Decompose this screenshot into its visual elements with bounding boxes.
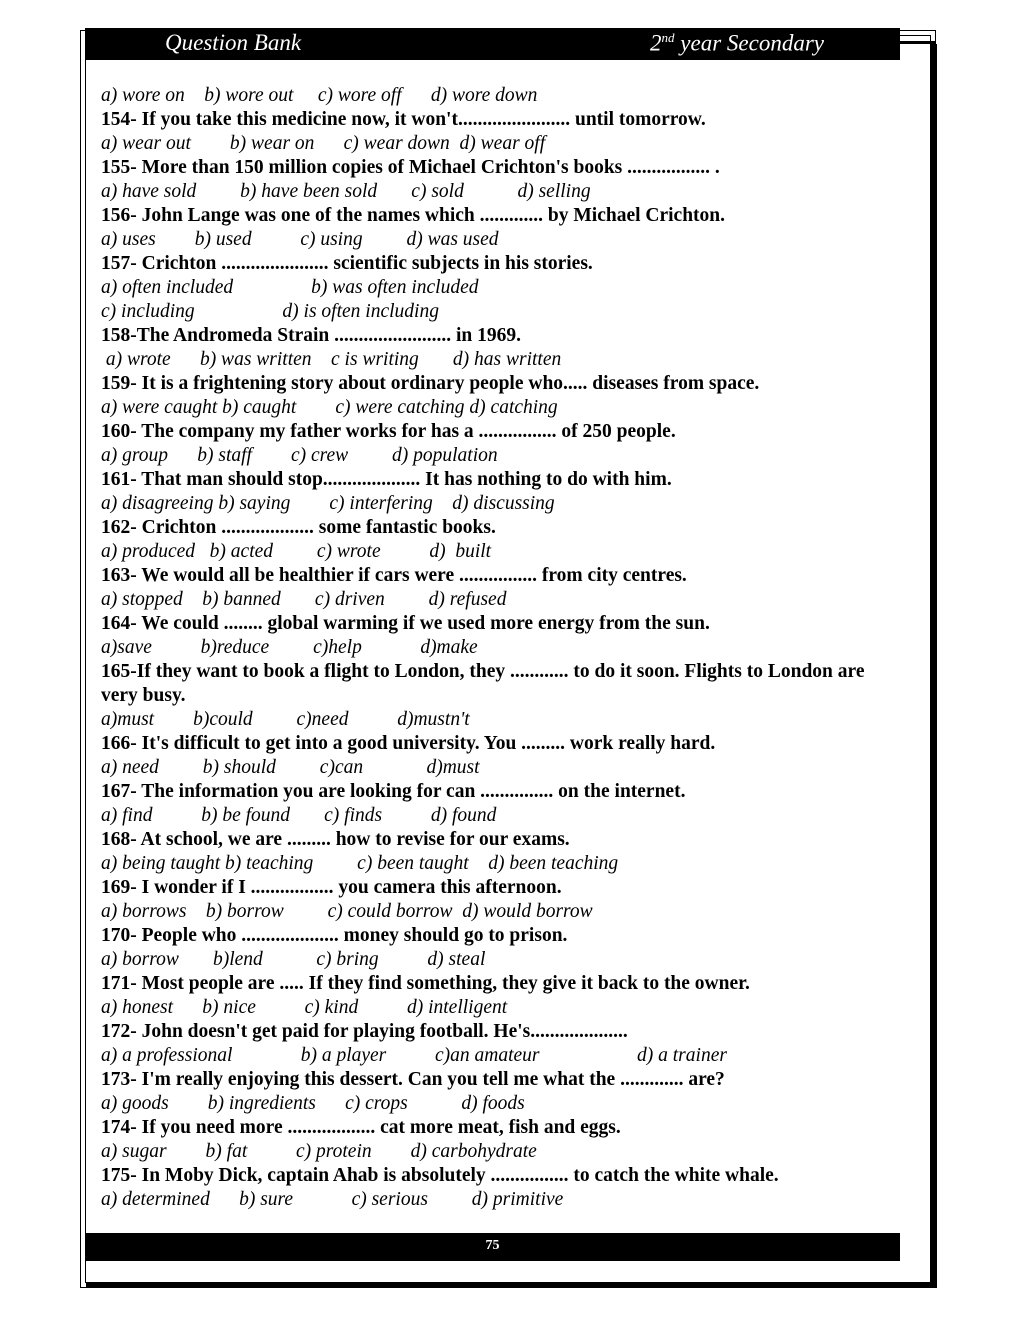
answer-options: a) wore on b) wore out c) wore off d) wore down (101, 85, 538, 106)
frame-right-shadow (931, 44, 937, 1288)
answer-options: a) need b) should c)can d)must (101, 757, 480, 778)
question-text: 169- I wonder if I ................. you camera this afternoon. (101, 877, 562, 898)
header-grade-text: year Secondary (674, 30, 824, 56)
answer-options: a) uses b) used c) using d) was used (101, 229, 499, 250)
question-text: 168- At school, we are ......... how to revise for our exams. (101, 829, 570, 850)
answer-options: a)must b)could c)need d)mustn't (101, 709, 470, 730)
question-text: 171- Most people are ..... If they find something, they give it back to the owner. (101, 973, 750, 994)
question-text: 160- The company my father works for has a ................ of 250 people. (101, 421, 676, 442)
question-text: 174- If you need more .................. cat more meat, fish and eggs. (101, 1117, 621, 1138)
answer-options: a) goods b) ingredients c) crops d) foods (101, 1093, 525, 1114)
answer-options: a) find b) be found c) finds d) found (101, 805, 497, 826)
answer-options: a) often included b) was often included (101, 277, 479, 298)
question-text: 166- It's difficult to get into a good university. You ......... work really hard. (101, 733, 716, 754)
footer-bar (85, 1233, 900, 1261)
header-bar (85, 28, 900, 60)
question-text: 175- In Moby Dick, captain Ahab is absolutely ................ to catch the white whale. (101, 1165, 779, 1186)
question-text: 165-If they want to book a flight to London, they ............ to do it soon. Flights to London are very busy. (101, 661, 865, 706)
question-list (101, 84, 881, 1212)
question-text: 167- The information you are looking for can ............... on the internet. (101, 781, 686, 802)
header-rule-extension (898, 41, 936, 44)
answer-options: a) borrows b) borrow c) could borrow d) would borrow (101, 901, 593, 922)
answer-options: a) being taught b) teaching c) been taught d) been teaching (101, 853, 619, 874)
header-grade (650, 30, 824, 57)
question-text: 172- John doesn't get paid for playing football. He's.................... (101, 1021, 628, 1042)
answer-options: c) including d) is often including (101, 301, 439, 322)
answer-options: a) disagreeing b) saying c) interfering d) discussing (101, 493, 555, 514)
question-text: 163- We would all be healthier if cars were ................ from city centres. (101, 565, 687, 586)
question-text: 154- If you take this medicine now, it won't....................... until tomorrow. (101, 109, 706, 130)
header-grade-number: 2 (650, 30, 662, 56)
answer-options: a) have sold b) have been sold c) sold d) selling (101, 181, 591, 202)
answer-options: a) sugar b) fat c) protein d) carbohydrate (101, 1141, 537, 1162)
answer-options: a) honest b) nice c) kind d) intelligent (101, 997, 508, 1018)
page-number: 75 (485, 1238, 500, 1253)
answer-options: a) wear out b) wear on c) wear down d) wear off (101, 133, 546, 154)
question-text: 170- People who .................... money should go to prison. (101, 925, 568, 946)
answer-options: a) determined b) sure c) serious d) primitive (101, 1189, 564, 1210)
answer-options: a) produced b) acted c) wrote d) built (101, 541, 492, 562)
question-text: 162- Crichton ................... some fantastic books. (101, 517, 496, 538)
question-text: 155- More than 150 million copies of Michael Crichton's books ................. . (101, 157, 720, 178)
question-text: 157- Crichton ...................... scientific subjects in his stories. (101, 253, 593, 274)
question-text: 173- I'm really enjoying this dessert. Can you tell me what the ............. are? (101, 1069, 725, 1090)
answer-options: a) group b) staff c) crew d) population (101, 445, 498, 466)
answer-options: a) were caught b) caught c) were catching d) catching (101, 397, 558, 418)
answer-options: a)save b)reduce c)help d)make (101, 637, 478, 658)
answer-options: a) wrote b) was written c is writing d) has written (101, 349, 562, 370)
answer-options: a) a professional b) a player c)an amateur d) a trainer (101, 1045, 727, 1066)
question-text: 156- John Lange was one of the names which ............. by Michael Crichton. (101, 205, 726, 226)
header-title: Question Bank (165, 30, 302, 55)
answer-options: a) stopped b) banned c) driven d) refused (101, 589, 507, 610)
header-grade-suffix: nd (661, 30, 675, 45)
question-text: 159- It is a frightening story about ordinary people who..... diseases from space. (101, 373, 760, 394)
answer-options: a) borrow b)lend c) bring d) steal (101, 949, 486, 970)
frame-bottom-shadow (86, 1282, 937, 1288)
question-text: 158-The Andromeda Strain ........................ in 1969. (101, 325, 522, 346)
question-text: 161- That man should stop.................... It has nothing to do with him. (101, 469, 672, 490)
question-text: 164- We could ........ global warming if we used more energy from the sun. (101, 613, 710, 634)
